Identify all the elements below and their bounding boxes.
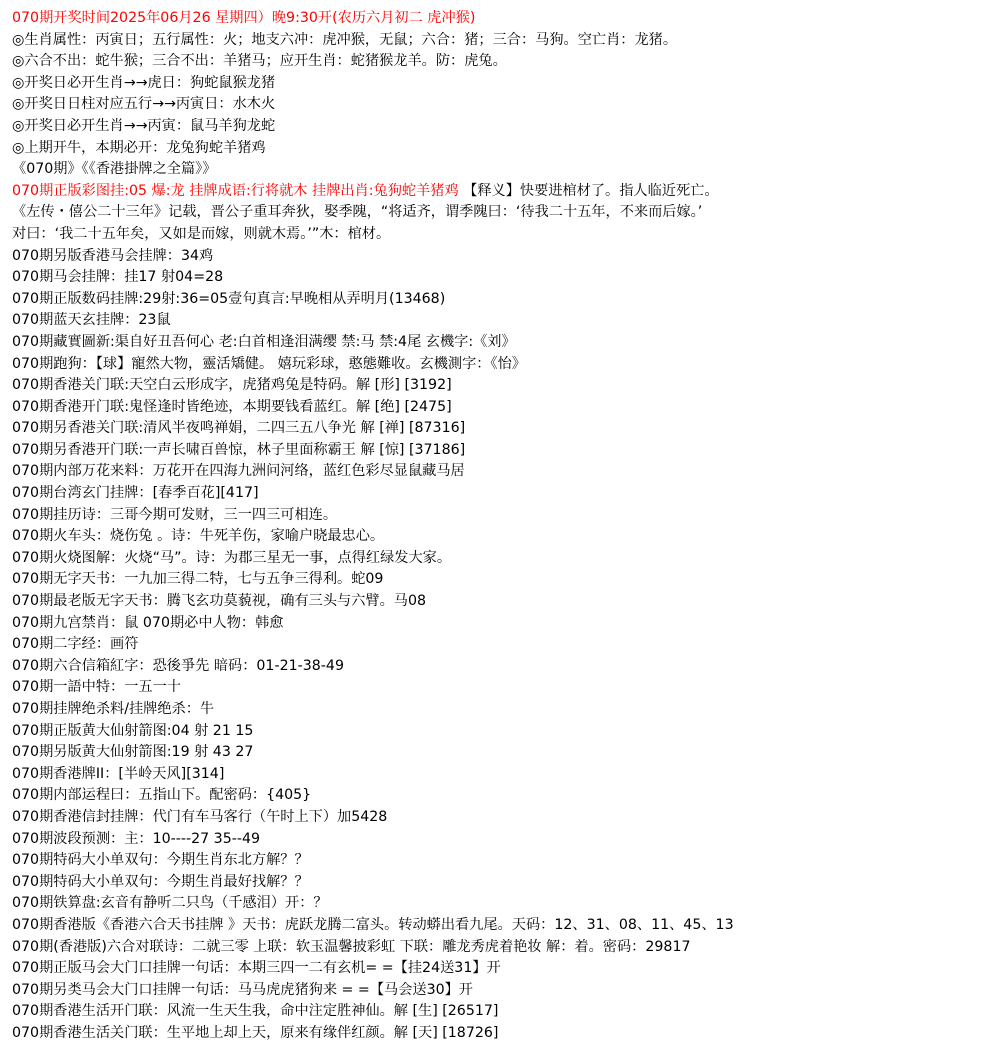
- line-text: 070期二字经：画符: [12, 636, 139, 653]
- line-text: 070期六合信箱紅字：恐後爭先 暗码：01-21-38-49: [12, 657, 344, 674]
- line-text: 070期香港版《香港六合天书挂牌 》天书：虎跃龙腾二富头。转动蟒出看九尾。天码：12、31、08、11、45、13: [12, 916, 734, 933]
- line-text: 070期香港生活关门联：生平地上却上天，原来有缘伴红颜。解 [天] [18726]: [12, 1024, 499, 1041]
- line-text: 070期香港信封挂牌：代门有车马客行（午时上下）加5428: [12, 808, 388, 825]
- text-line: [12, 30, 992, 52]
- line-text: 070期(香港版)六合对联诗：二就三零 上联：软玉温馨披彩虹 下联：雕龙秀虎着艳妆 解：着。密码：29817: [12, 938, 691, 955]
- line-text: 070期香港生活开门联：风流一生天生我，命中注定胜神仙。解 [生] [26517]: [12, 1003, 499, 1020]
- line-text: 070期藏實圖新:渠自好丑吾何心 老:白首相逢泪满缨 禁:马 禁:4尾 玄機字:《刘》: [12, 333, 516, 350]
- text-line: [12, 548, 992, 570]
- text-line: [12, 850, 992, 872]
- line-text: 070期香港牌II：[半岭天风][314]: [12, 765, 225, 782]
- text-line: [12, 332, 992, 354]
- line-text: 070期正版黄大仙射箭图:04 射 21 15: [12, 722, 254, 739]
- line-text: 070期九宫禁肖：鼠 070期必中人物：韩愈: [12, 614, 284, 631]
- line-text: 070期挂历诗：三哥今期可发财，三一四三可相连。: [12, 506, 338, 523]
- text-line: [12, 267, 992, 289]
- text-line: [12, 505, 992, 527]
- text-line: [12, 51, 992, 73]
- line-text: 070期内部运程曰：五指山下。配密码：{405}: [12, 787, 312, 804]
- text-line: [12, 310, 992, 332]
- line-text: 070期火车头：烧伤兔 。诗：牛死羊伤，家喻户晓最忠心。: [12, 528, 385, 545]
- line-text: 070期正版马会大门口挂牌一句话：本期三四一二有玄机= =【挂24送31】开: [12, 960, 501, 977]
- line-text: 070期台湾玄门挂牌：[春季百花][417]: [12, 485, 259, 502]
- text-line: [12, 440, 992, 462]
- text-line: [12, 526, 992, 548]
- line-text: 070期最老版无字天书：腾飞玄功莫藐视，确有三头与六臂。马08: [12, 593, 427, 610]
- text-line: [12, 958, 992, 980]
- text-line: [12, 202, 992, 224]
- line-text: 070期铁算盘:玄音有静听二只鸟（千感泪）开：？: [12, 895, 328, 912]
- line-text: ◎开奖日日柱对应五行→→丙寅日：水木火: [12, 96, 276, 113]
- highlight-text: 070期正版彩图挂:05 爆:龙 挂牌成语:行将就木 挂牌出肖:兔狗蛇羊猪鸡: [12, 182, 459, 199]
- line-text: ◎上期开牛，本期必开：龙兔狗蛇羊猪鸡: [12, 139, 266, 156]
- text-line: [12, 764, 992, 786]
- text-line: [12, 354, 992, 376]
- line-text: 070期特码大小单双句：今期生肖东北方解？？: [12, 852, 309, 869]
- text-line: [12, 829, 992, 851]
- text-line: [12, 375, 992, 397]
- text-line: [12, 181, 992, 203]
- text-line: [12, 785, 992, 807]
- text-line: [12, 73, 992, 95]
- text-line: [12, 807, 992, 829]
- line-text: 070期香港开门联:鬼怪逢时皆绝迹，本期要钱看蓝红。解 [绝] [2475]: [12, 398, 452, 415]
- line-text: 070期火烧图解：火烧“马”。诗：为郡三星无一事，点得红绿发大家。: [12, 549, 452, 566]
- text-line: [12, 634, 992, 656]
- text-line: [12, 159, 992, 181]
- text-line: [12, 224, 992, 246]
- line-text: 070期马会挂牌：挂17 射04=28: [12, 269, 224, 286]
- document-body: [12, 8, 992, 1045]
- text-line: [12, 699, 992, 721]
- text-line: [12, 94, 992, 116]
- text-line: [12, 872, 992, 894]
- text-line: [12, 937, 992, 959]
- line-text: 《070期》《《香港掛牌之全篇》》: [12, 161, 217, 178]
- line-text: 070期香港关门联:天空白云形成字，虎猪鸡兔是特码。解 [形] [3192]: [12, 377, 452, 394]
- text-line: [12, 893, 992, 915]
- line-text: 070期蓝天玄挂牌：23鼠: [12, 312, 171, 329]
- text-line: [12, 915, 992, 937]
- text-line: [12, 461, 992, 483]
- text-line: [12, 677, 992, 699]
- line-text: 070期另版黄大仙射箭图:19 射 43 27: [12, 744, 254, 761]
- line-text: 070期挂牌绝杀料/挂牌绝杀：牛: [12, 701, 215, 717]
- line-text: ◎开奖日必开生肖→→虎日：狗蛇鼠猴龙猪: [12, 74, 276, 91]
- line-text: 《左传・僖公二十三年》记载，晋公子重耳奔狄，娶季隗，“将适齐，谓季隗曰：‘待我二十五年，不来而后嫁。’: [12, 204, 703, 221]
- line-text: 070期另类马会大门口挂牌一句话：马马虎虎猪狗来 = =【马会送30】开: [12, 981, 473, 998]
- line-text: ◎生肖属性：丙寅日；五行属性：火；地支六冲：虎冲猴，无鼠；六合：猪；三合：马狗。空亡肖：龙猪。: [12, 31, 678, 48]
- text-line: [12, 418, 992, 440]
- line-tail-text: 【释义】快要进棺材了。指人临近死亡。: [458, 182, 719, 199]
- line-text: 070期跑狗：【球】寵然大物，靈活矯健。 嬉玩彩球，憨態難收。玄機測字：《怡》: [12, 355, 526, 372]
- text-line: [12, 8, 992, 30]
- text-line: [12, 656, 992, 678]
- line-text: 070期无字天书：一九加三得二特，七与五争三得利。蛇09: [12, 571, 384, 588]
- text-line: [12, 591, 992, 613]
- text-line: [12, 980, 992, 1002]
- line-text: ◎六合不出：蛇牛猴；三合不出：羊猪马；应开生肖：蛇猪猴龙羊。防：虎兔。: [12, 53, 507, 70]
- line-text: 070期另香港关门联:清风半夜鸣禅娟，二四三五八争光 解 [禅] [87316]: [12, 420, 466, 437]
- highlight-text: 070期开奖时间2025年06月26 星期四）晚9:30开(农历六月初二 虎冲猴): [12, 10, 476, 26]
- text-line: [12, 1023, 992, 1045]
- text-line: [12, 116, 992, 138]
- text-line: [12, 569, 992, 591]
- text-line: [12, 138, 992, 160]
- text-line: [12, 483, 992, 505]
- line-text: 070期特码大小单双句：今期生肖最好找解？？: [12, 873, 309, 890]
- text-line: [12, 289, 992, 311]
- line-text: 070期正版数码挂牌:29射:36=05壹句真言:早晚相从弄明月(13468): [12, 290, 446, 307]
- text-line: [12, 613, 992, 635]
- line-text: ◎开奖日必开生肖→→丙寅：鼠马羊狗龙蛇: [12, 117, 276, 134]
- text-line: [12, 721, 992, 743]
- text-line: [12, 397, 992, 419]
- line-text: 对曰：‘我二十五年矣，又如是而嫁，则就木焉。’”木：棺材。: [12, 225, 391, 242]
- text-line: [12, 742, 992, 764]
- line-text: 070期另版香港马会挂牌：34鸡: [12, 247, 214, 264]
- line-text: 070期内部万花来料：万花开在四海九洲问河络，蓝红色彩尽显鼠藏马居: [12, 463, 465, 480]
- line-text: 070期一語中特：一五一十: [12, 679, 181, 696]
- line-text: 070期另香港开门联:一声长啸百兽惊，林子里面称霸王 解 [惊] [37186]: [12, 441, 466, 458]
- text-line: [12, 1001, 992, 1023]
- text-line: [12, 246, 992, 268]
- line-text: 070期波段预测：主：10----27 35--49: [12, 830, 261, 847]
